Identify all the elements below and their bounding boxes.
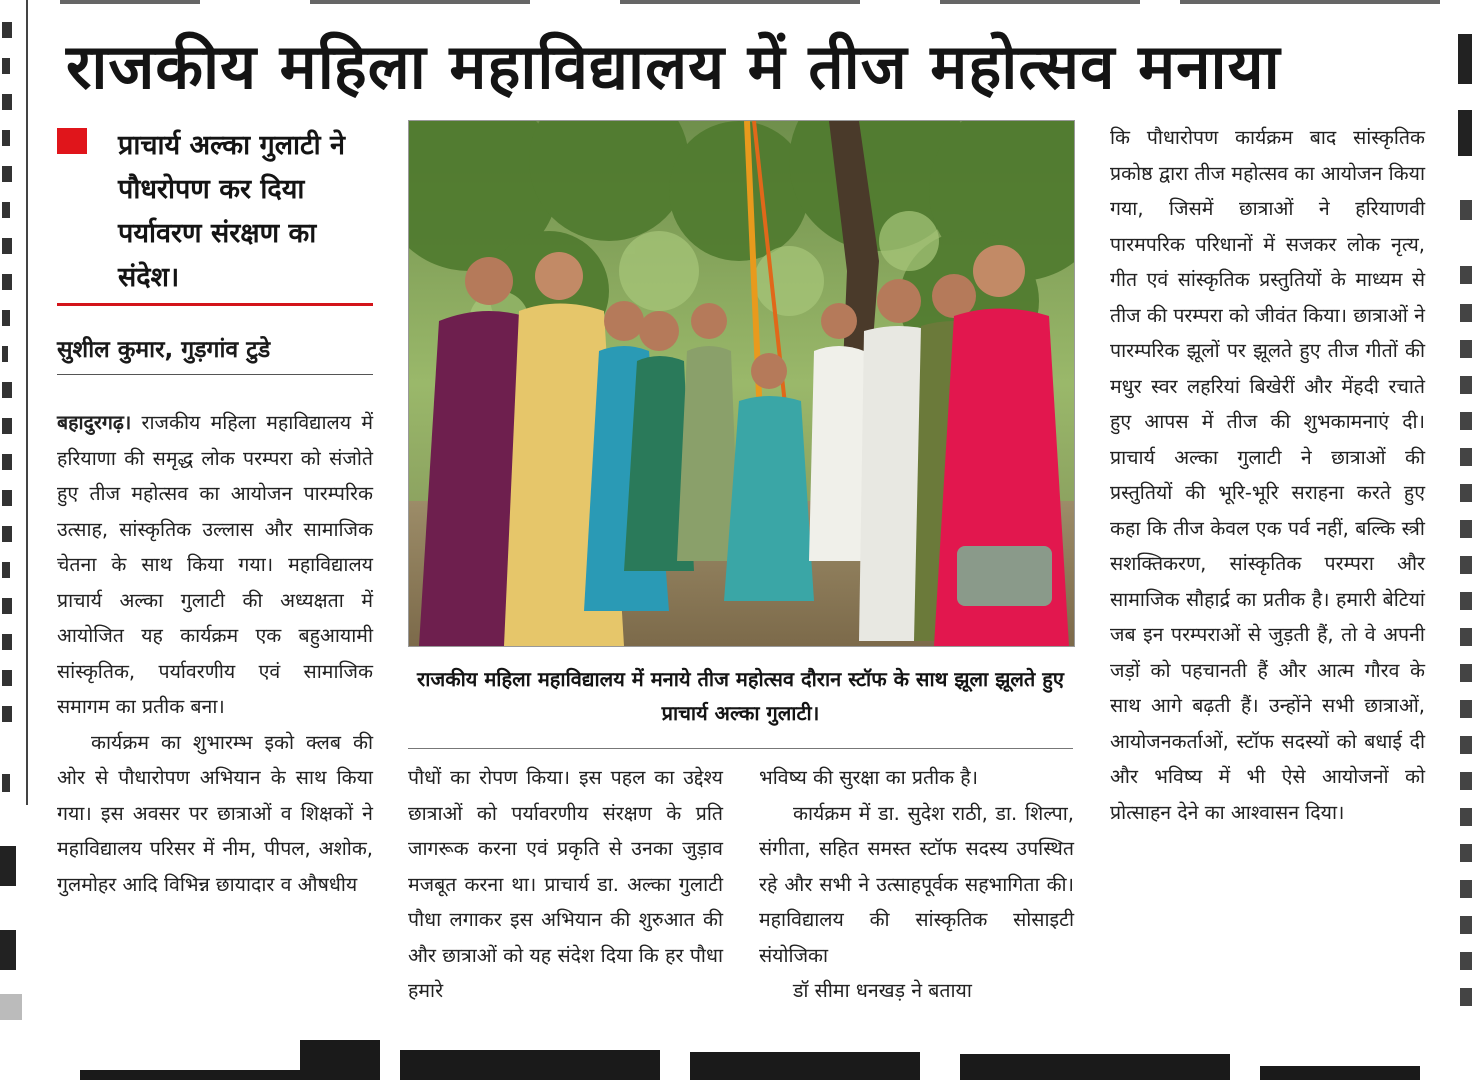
article-column-3 — [759, 760, 1074, 1009]
sub-headline: प्राचार्य अल्का गुलाटी ने पौधरोपण कर दिया पर्यावरण संरक्षण का संदेश। — [118, 130, 345, 293]
paragraph: भविष्य की सुरक्षा का प्रतीक है। — [759, 766, 979, 789]
dateline: बहादुरगढ़। — [57, 411, 132, 434]
article-column-2 — [408, 760, 723, 1009]
article-photo — [408, 120, 1075, 647]
paragraph — [57, 405, 373, 725]
byline: सुशील कुमार, गुड़गांव टुडे — [57, 337, 271, 363]
article-column-1 — [57, 405, 373, 902]
bullet-marker — [57, 128, 87, 154]
next-article-headline-fragment — [0, 1030, 1472, 1080]
left-column-rule — [26, 0, 28, 805]
article-column-4 — [1110, 120, 1425, 830]
adjacent-article-right-fragment — [1452, 30, 1472, 1040]
photo-caption: राजकीय महिला महाविद्यालय में मनाये तीज महोत्सव दौरान स्टॉफ के साथ झूला झूलते हुए प्राचार्य अल्का गुलाटी। — [417, 667, 1064, 725]
teej-festival-photo — [409, 121, 1074, 646]
cropped-headline-glyphs — [0, 1030, 1472, 1080]
paragraph: कार्यक्रम में डा. सुदेश राठी, डा. शिल्पा, संगीता, सहित समस्त स्टॉफ सदस्य उपस्थित रहे और सभी ने उत्साहपूर्वक सहभागिता की। महाविद्यालय की सांस्कृतिक सोसाइटी संयोजिका — [759, 801, 1074, 967]
cropped-text-strip — [60, 0, 1440, 8]
paragraph: कि पौधारोपण कार्यक्रम बाद सांस्कृतिक प्रकोष्ठ द्वारा तीज महोत्सव का आयोजन किया गया, जिसमें छात्राओं ने हरियाणवी पारमपरिक परिधानों में सजकर लोक नृत्य, गीत एवं सांस्कृतिक प्रस्तुतियों के माध्यम से तीज की परम्परा को जीवंत किया। छात्राओं ने पारम्परिक झूलों पर झूलते हुए तीज गीतों की मधुर स्वर लहरियां बिखेरीं और मेंहदी रचाते हुए आपस में तीज की शुभकामनाएं दी। प्राचार्य अल्का गुलाटी ने छात्राओं की प्रस्तुतियों की भूरि-भूरि सराहना करते हुए कहा कि तीज केवल एक पर्व नहीं, बल्कि स्त्री सशक्तिकरण, सांस्कृतिक परम्परा और सामाजिक सौहार्द्र का प्रतीक है। हमारी बेटियां जब इन परम्पराओं से जुड़ती हैं, तो वे अपनी जड़ों को पहचानती हैं और आत्म गौरव के साथ आगे बढ़ती हैं। उन्होंने सभी छात्राओं, आयोजनकर्ताओं, स्टॉफ सदस्यों को बधाई दी और भविष्य में भी ऐसे आयोजनों को प्रोत्साहन देने का आश्वासन दिया। — [1110, 126, 1426, 824]
adjacent-article-left-fragment — [0, 14, 24, 804]
cropped-right-glyphs — [1452, 30, 1472, 1040]
paragraph: पौधों का रोपण किया। इस पहल का उद्देश्य छात्राओं को पर्यावरणीय संरक्षण के प्रति जागरूक करना एवं प्रकृति से उनका जुड़ाव मजबूत करना था। प्राचार्य डा. अल्का गुलाटी पौधा लगाकर इस अभियान की शुरुआत की और छात्राओं को यह संदेश दिया कि हर पौधा हमारे — [408, 766, 723, 1002]
paragraph: कार्यक्रम का शुभारम्भ इको क्लब की ओर से पौधारोपण अभियान के साथ किया गया। इस अवसर पर छात्राओं व शिक्षकों ने महाविद्यालय परिसर में नीम, पीपल, अशोक, गुलमोहर आदि विभिन्न छायादार व औषधीय — [57, 730, 373, 896]
caption-rule — [408, 748, 1073, 749]
cropped-bold-glyphs — [0, 840, 22, 1020]
adjacent-article-top-fragment — [60, 0, 1440, 8]
paragraph: डॉ सीमा धनखड़ ने बताया — [793, 979, 972, 1002]
cropped-left-glyphs — [0, 14, 24, 804]
paragraph-text: राजकीय महिला महाविद्यालय में हरियाणा की समृद्ध लोक परम्परा को संजोते हुए तीज महोत्सव का आयोजन पारम्परिक उत्साह, सांस्कृतिक उल्लास और सामाजिक चेतना के साथ किया गया। महाविद्यालय प्राचार्य अल्का गुलाटी की अध्यक्षता में आयोजित यह कार्यक्रम एक बहुआयामी सांस्कृतिक, पर्यावरणीय एवं सामाजिक समागम का प्रतीक बना। — [57, 411, 373, 718]
sub-headline-rule — [57, 303, 373, 306]
byline-rule — [57, 374, 373, 375]
adjacent-article-left-bold-fragment — [0, 840, 22, 1020]
headline: राजकीय महिला महाविद्यालय में तीज महोत्सव मनाया — [66, 30, 1281, 103]
